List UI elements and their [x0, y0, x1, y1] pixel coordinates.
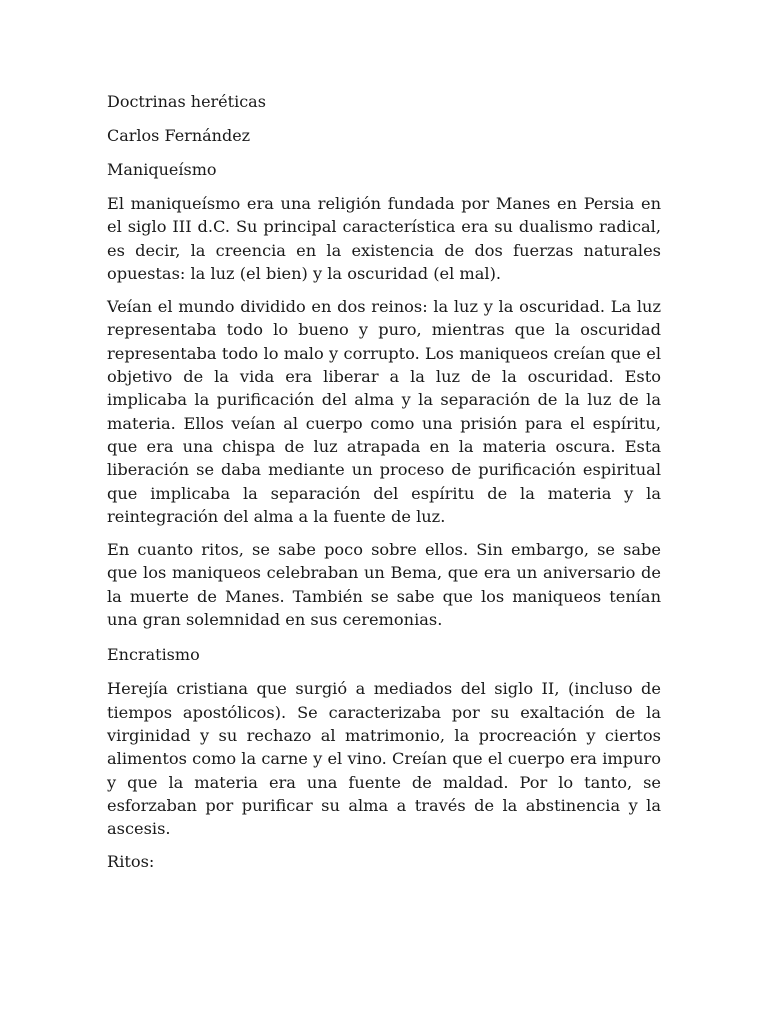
paragraph: El maniqueísmo era una religión fundada por Manes en Persia en el siglo III d.C. Su principal característica era su dualismo radical, es decir, la creencia en la existencia de dos fuerzas naturales opuestas: la luz (el bien) y la oscuridad (el mal). — [107, 194, 661, 283]
paragraph: Herejía cristiana que surgió a mediados del siglo II, (incluso de tiempos apostólicos). Se caracterizaba por su exaltación de la virginidad y su rechazo al matrimonio, la procreación y ciertos alimentos como la carne y el vino. Creían que el cuerpo era impuro y que la materia era una fuente de maldad. Por lo tanto, se esforzaban por purificar su alma a través de la abstinencia y la ascesis. — [107, 679, 661, 839]
document-title: Doctrinas heréticas — [107, 92, 266, 111]
section-heading-maniqueismo: Maniqueísmo — [107, 160, 217, 179]
document-author: Carlos Fernández — [107, 126, 251, 145]
paragraph: Veían el mundo dividido en dos reinos: la luz y la oscuridad. La luz representaba todo lo bueno y puro, mientras que la oscuridad representaba todo lo malo y corrupto. Los maniqueos creían que el objetivo de la vida era liberar a la luz de la oscuridad. Esto implicaba la purificación del alma y la separación de la luz de la materia. Ellos veían al cuerpo como una prisión para el espíritu, que era una chispa de luz atrapada en la materia oscura. Esta liberación se daba mediante un proceso de purificación espiritual que implicaba la separación del espíritu de la materia y la reintegración del alma a la fuente de luz. — [107, 297, 661, 526]
paragraph: En cuanto ritos, se sabe poco sobre ellos. Sin embargo, se sabe que los maniqueos celebraban un Bema, que era un aniversario de la muerte de Manes. También se sabe que los maniqueos tenían una gran solemnidad en sus ceremonias. — [107, 540, 661, 630]
paragraph: Ritos: — [107, 852, 155, 872]
document-page — [107, 90, 661, 884]
section-heading-encratismo: Encratismo — [107, 645, 200, 665]
